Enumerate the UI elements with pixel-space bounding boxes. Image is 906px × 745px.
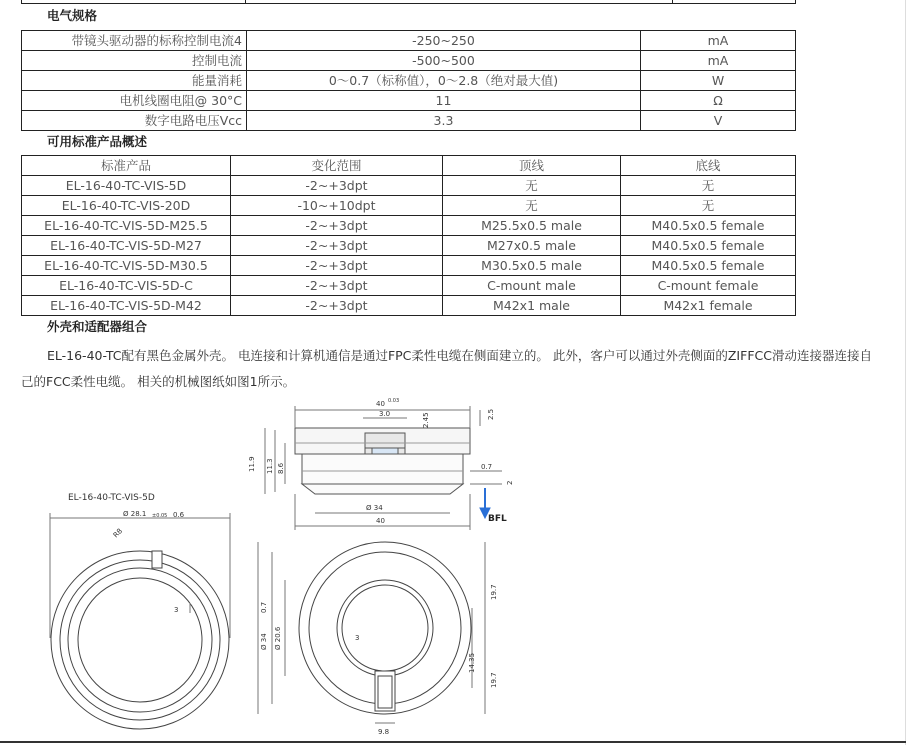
product-name-cell: EL-16-40-TC-VIS-5D-C	[22, 276, 231, 296]
product-name-cell: EL-16-40-TC-VIS-5D-M27	[22, 236, 231, 256]
product-name-cell: EL-16-40-TC-VIS-5D	[22, 176, 231, 196]
product-row	[22, 176, 796, 196]
spec-name-cell: 控制电流	[22, 51, 247, 71]
dim-40-top: 40	[376, 400, 385, 408]
range-cell: -2~+3dpt	[231, 276, 443, 296]
dim-2-45: 2.45	[422, 412, 430, 428]
electrical-specs-table	[21, 30, 796, 131]
dim-9-8: 9.8	[378, 728, 390, 736]
product-row	[22, 216, 796, 236]
spec-value-cell: 0～0.7（标称值），0～2.8（绝对最大值)	[247, 71, 641, 91]
dim-0-7-vert: 0.7	[260, 601, 268, 613]
products-table	[21, 155, 796, 316]
range-cell: -2~+3dpt	[231, 256, 443, 276]
bottom-thread-cell: C-mount female	[621, 276, 796, 296]
dim-diameter-34: Ø 34	[366, 504, 383, 512]
dim-0-7: 0.7	[481, 463, 493, 471]
dim-3-left: 3	[174, 606, 179, 614]
bottom-thread-cell: 无	[621, 196, 796, 216]
mechanical-drawing	[40, 388, 560, 743]
dim-3-top: 3.0	[379, 410, 391, 418]
top-thread-cell: M27x0.5 male	[443, 236, 621, 256]
product-row	[22, 296, 796, 316]
dim-3-right: 3	[355, 634, 360, 642]
product-row	[22, 236, 796, 256]
dim-2: 2	[506, 480, 514, 485]
spec-name-cell: 带镜头驱动器的标称控制电流4	[22, 31, 247, 51]
bottom-thread-cell: M40.5x0.5 female	[621, 216, 796, 236]
dim-11-3: 11.3	[266, 458, 274, 474]
housing-title: 外壳和适配器组合	[47, 319, 148, 334]
range-cell: -2~+3dpt	[231, 236, 443, 256]
electrical-row	[22, 51, 796, 71]
product-name-cell: EL-16-40-TC-VIS-5D-M25.5	[22, 216, 231, 236]
spec-value-cell: -250~250	[247, 31, 641, 51]
drawing-front-view-left-labels	[68, 493, 185, 614]
spec-value-cell: 3.3	[247, 111, 641, 131]
spec-name-cell: 数字电路电压Vcc	[22, 111, 247, 131]
drawing-front-view-left	[50, 513, 230, 729]
range-cell: -2~+3dpt	[231, 296, 443, 316]
product-name-cell: EL-16-40-TC-VIS-20D	[22, 196, 231, 216]
dim-14-35: 14.35	[468, 652, 476, 673]
dim-20-6: Ø 20.6	[274, 626, 282, 650]
top-thread-cell: M42x1 male	[443, 296, 621, 316]
bottom-thread-cell: 无	[621, 176, 796, 196]
spec-unit-cell: mA	[641, 51, 796, 71]
top-thread-cell: M25.5x0.5 male	[443, 216, 621, 236]
drawing-front-view-right	[258, 542, 485, 723]
bfl-label: BFL	[488, 514, 507, 524]
spec-value-cell: 11	[247, 91, 641, 111]
electrical-row	[22, 91, 796, 111]
dim-28-1-tol: ±0.05	[152, 513, 168, 519]
dim-8-6: 8.6	[277, 462, 285, 474]
spec-unit-cell: W	[641, 71, 796, 91]
drawing-front-view-right-labels	[260, 584, 498, 736]
spec-name-cell: 能量消耗	[22, 71, 247, 91]
dim-r8: R8	[111, 527, 125, 540]
bottom-rule	[0, 741, 906, 743]
dim-34-vert: Ø 34	[260, 633, 268, 650]
electrical-row	[22, 31, 796, 51]
top-thread-cell: M30.5x0.5 male	[443, 256, 621, 276]
dim-0-6: 0.6	[173, 511, 185, 519]
products-header-cell: 顶线	[443, 156, 621, 176]
product-row	[22, 256, 796, 276]
dim-40-bottom: 40	[376, 517, 385, 525]
product-name-cell: EL-16-40-TC-VIS-5D-M30.5	[22, 256, 231, 276]
top-thread-cell: C-mount male	[443, 276, 621, 296]
spec-unit-cell: V	[641, 111, 796, 131]
range-cell: -2~+3dpt	[231, 216, 443, 236]
bottom-thread-cell: M40.5x0.5 female	[621, 256, 796, 276]
drawing-side-view	[265, 406, 502, 530]
top-thread-cell: 无	[443, 196, 621, 216]
previous-table-fragment	[21, 0, 795, 3]
electrical-row	[22, 111, 796, 131]
product-row	[22, 276, 796, 296]
range-cell: -10~+10dpt	[231, 196, 443, 216]
housing-paragraph-text: EL-16-40-TC配有黑色金属外壳。 电连接和计算机通信是通过FPC柔性电缆在侧面建立的。 此外，客户可以通过外壳侧面的ZIFFCC滑动连接器连接自己的FCC柔性电缆。 相关的机械图纸如图1所示。	[21, 348, 872, 389]
product-row	[22, 196, 796, 216]
dim-28-1: Ø 28.1	[123, 510, 147, 518]
bottom-thread-cell: M42x1 female	[621, 296, 796, 316]
spec-unit-cell: Ω	[641, 91, 796, 111]
electrical-row	[22, 71, 796, 91]
product-name-cell: EL-16-40-TC-VIS-5D-M42	[22, 296, 231, 316]
spec-unit-cell: mA	[641, 31, 796, 51]
electrical-specs-title: 电气规格	[47, 8, 98, 23]
model-label: EL-16-40-TC-VIS-5D	[68, 493, 155, 503]
spec-name-cell: 电机线圈电阻@ 30°C	[22, 91, 247, 111]
products-overview-title: 可用标准产品概述	[47, 134, 148, 149]
dim-19-7-top: 19.7	[490, 584, 498, 600]
dim-2-5: 2.5	[487, 408, 495, 420]
products-header-cell: 标准产品	[22, 156, 231, 176]
dim-40-top-tol: 0.03	[388, 398, 400, 404]
range-cell: -2~+3dpt	[231, 176, 443, 196]
dim-11-9: 11.9	[248, 456, 256, 472]
spec-value-cell: -500~500	[247, 51, 641, 71]
top-thread-cell: 无	[443, 176, 621, 196]
products-header-cell: 底线	[621, 156, 796, 176]
products-header-cell: 变化范围	[231, 156, 443, 176]
dim-19-7-bottom: 19.7	[490, 672, 498, 688]
bottom-thread-cell: M40.5x0.5 female	[621, 236, 796, 256]
